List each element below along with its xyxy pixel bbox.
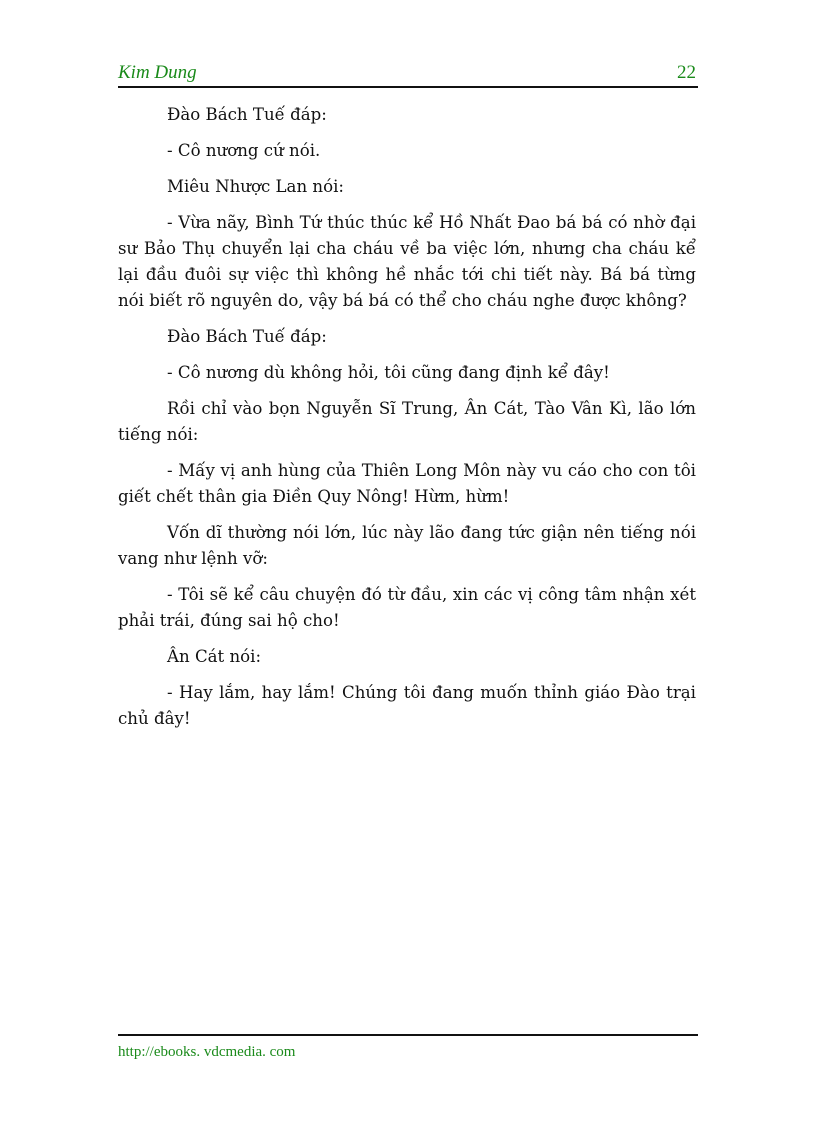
paragraph: - Cô nương cứ nói. [167, 141, 321, 160]
page-header [118, 60, 698, 88]
footer-url-link[interactable]: http://ebooks. vdcmedia. com [118, 1044, 296, 1060]
paragraph: Vốn dĩ thường nói lớn, lúc này lão đang tức giận nên tiếng nói vang như lệnh vỡ: [118, 523, 696, 568]
paragraph: Rồi chỉ vào bọn Nguyễn Sĩ Trung, Ân Cát, Tào Vân Kì, lão lớn tiếng nói: [118, 399, 696, 444]
paragraph: - Hay lắm, hay lắm! Chúng tôi đang muốn thỉnh giáo Đào trại chủ đây! [118, 683, 696, 728]
paragraph: Đào Bách Tuế đáp: [167, 105, 327, 124]
paragraph: - Mấy vị anh hùng của Thiên Long Môn này vu cáo cho con tôi giết chết thân gia Điền Quy Nông! Hừm, hừm! [118, 461, 696, 506]
paragraph: Miêu Nhược Lan nói: [167, 177, 344, 196]
paragraph: - Cô nương dù không hỏi, tôi cũng đang định kể đây! [167, 363, 610, 382]
page-body [118, 102, 696, 742]
paragraph: - Vừa nãy, Bình Tứ thúc thúc kể Hồ Nhất Đao bá bá có nhờ đại sư Bảo Thụ chuyển lại cha cháu về ba việc lớn, nhưng cha cháu kể lại đầu đuôi sự việc thì không hề nhắc tới chi tiết này. Bá bá từng nói biết rõ nguyên do, vậy bá bá có thể cho cháu nghe được không? [118, 213, 696, 310]
paragraph: - Tôi sẽ kể câu chuyện đó từ đầu, xin các vị công tâm nhận xét phải trái, đúng sai hộ cho! [118, 585, 696, 630]
page-number: 22 [677, 62, 696, 83]
footer-divider [118, 1034, 698, 1036]
paragraph: Ân Cát nói: [167, 647, 262, 666]
book-author-title: Kim Dung [118, 62, 197, 83]
paragraph: Đào Bách Tuế đáp: [167, 327, 327, 346]
